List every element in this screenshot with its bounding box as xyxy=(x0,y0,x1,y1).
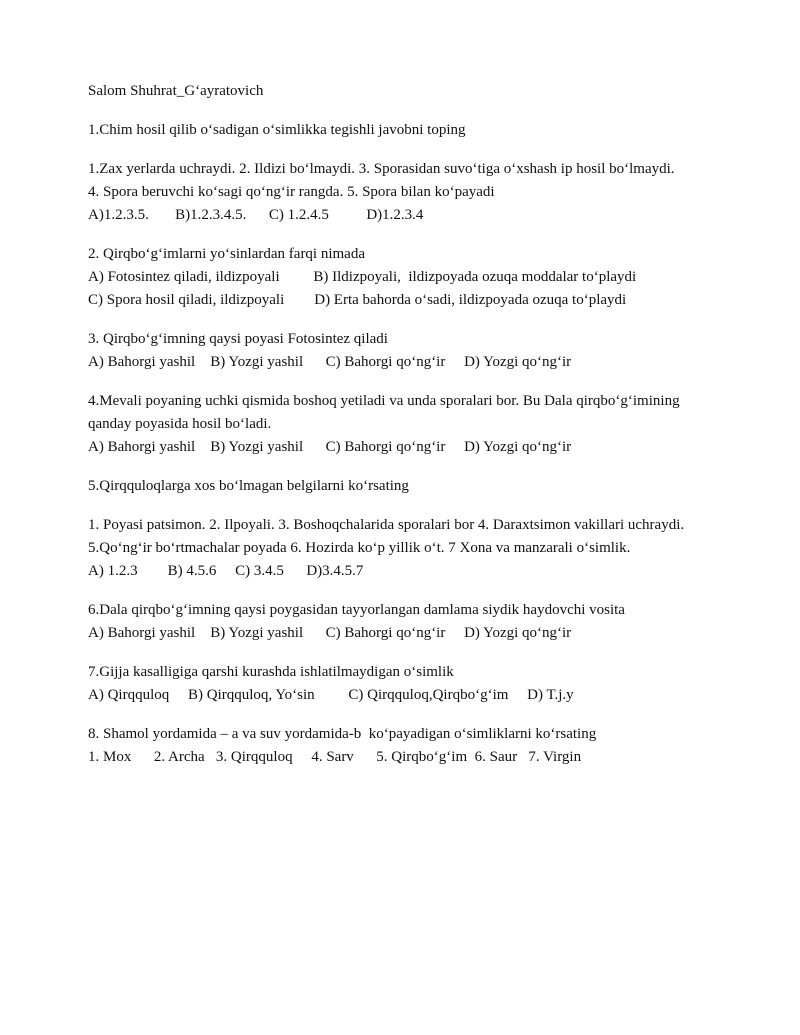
question-5-statements-line-2: 5.Qo‘ng‘ir bo‘rtmachalar poyada 6. Hozirda ko‘p yillik o‘t. 7 Xona va manzarali o‘simlik. xyxy=(88,540,631,556)
question-6-options: A) Bahorgi yashil B) Yozgi yashil C) Bahorgi qo‘ng‘ir D) Yozgi qo‘ng‘ir xyxy=(88,625,572,641)
greeting: Salom Shuhrat_G‘ayratovich xyxy=(88,83,264,99)
question-7: 7.Gijja kasalligiga qarshi kurashda ishlatilmaydigan o‘simlik xyxy=(88,664,454,680)
question-4-options: A) Bahorgi yashil B) Yozgi yashil C) Bahorgi qo‘ng‘ir D) Yozgi qo‘ng‘ir xyxy=(88,439,572,455)
document-page xyxy=(88,80,728,769)
question-1-statements-line-2: 4. Spora beruvchi ko‘sagi qo‘ng‘ir rangda. 5. Spora bilan ko‘payadi xyxy=(88,184,495,200)
question-2-options-line-1: A) Fotosintez qiladi, ildizpoyali B) Ildizpoyali, ildizpoyada ozuqa moddalar to‘playdi xyxy=(88,269,637,285)
question-8: 8. Shamol yordamida – a va suv yordamida-b ko‘payadigan o‘simliklarni ko‘rsating xyxy=(88,726,597,742)
question-4-line-1: 4.Mevali poyaning uchki qismida boshoq yetiladi va unda sporalari bor. Bu Dala qirqbo‘g‘imining xyxy=(88,393,680,409)
question-8-options: 1. Mox 2. Archa 3. Qirqquloq 4. Sarv 5. Qirqbo‘g‘im 6. Saur 7. Virgin xyxy=(88,749,582,765)
question-5: 5.Qirqquloqlarga xos bo‘lmagan belgilarni ko‘rsating xyxy=(88,478,409,494)
question-6: 6.Dala qirqbo‘g‘imning qaysi poygasidan tayyorlangan damlama siydik haydovchi vosita xyxy=(88,602,625,618)
question-3: 3. Qirqbo‘g‘imning qaysi poyasi Fotosintez qiladi xyxy=(88,331,388,347)
question-5-options: A) 1.2.3 B) 4.5.6 C) 3.4.5 D)3.4.5.7 xyxy=(88,563,364,579)
question-1: 1.Chim hosil qilib o‘sadigan o‘simlikka tegishli javobni toping xyxy=(88,122,466,138)
question-3-options: A) Bahorgi yashil B) Yozgi yashil C) Bahorgi qo‘ng‘ir D) Yozgi qo‘ng‘ir xyxy=(88,354,572,370)
question-1-options: A)1.2.3.5. B)1.2.3.4.5. C) 1.2.4.5 D)1.2.3.4 xyxy=(88,207,424,223)
question-7-options: A) Qirqquloq B) Qirqquloq, Yo‘sin C) Qirqquloq,Qirqbo‘g‘im D) T.j.y xyxy=(88,687,574,703)
question-2-options-line-2: C) Spora hosil qiladi, ildizpoyali D) Erta bahorda o‘sadi, ildizpoyada ozuqa to‘playdi xyxy=(88,292,627,308)
question-1-statements-line-1: 1.Zax yerlarda uchraydi. 2. Ildizi bo‘lmaydi. 3. Sporasidan suvo‘tiga o‘xshash ip hosil bo‘lmaydi. xyxy=(88,161,675,177)
question-2: 2. Qirqbo‘g‘imlarni yo‘sinlardan farqi nimada xyxy=(88,246,366,262)
question-5-statements-line-1: 1. Poyasi patsimon. 2. Ilpoyali. 3. Boshoqchalarida sporalari bor 4. Daraxtsimon vakillari uchraydi. xyxy=(88,517,685,533)
question-4-line-2: qanday poyasida hosil bo‘ladi. xyxy=(88,416,272,432)
